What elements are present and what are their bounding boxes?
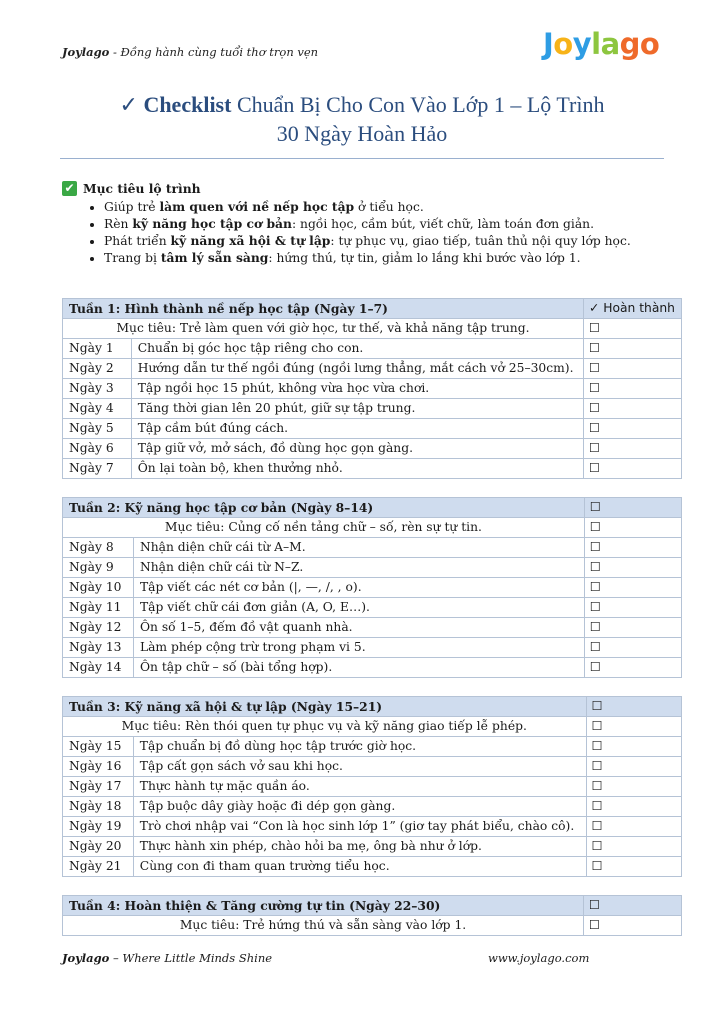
checkbox[interactable]: ☐ — [586, 777, 681, 797]
week-goal: Mục tiêu: Củng cố nền tảng chữ – số, rèn sự tự tin. — [63, 518, 585, 538]
table-row — [63, 837, 682, 857]
logo-letter: y — [572, 27, 592, 61]
week-goal: Mục tiêu: Trẻ làm quen với giờ học, tư thế, và khả năng tập trung. — [63, 319, 584, 339]
table-row — [63, 339, 682, 359]
title-divider — [60, 158, 664, 159]
day-label: Ngày 3 — [63, 379, 132, 399]
footer-url[interactable]: www.joylago.com — [488, 951, 590, 965]
checkbox[interactable]: ☐ — [586, 757, 681, 777]
week-header-row — [63, 697, 682, 717]
checkbox[interactable]: ☐ — [583, 319, 681, 339]
week-goal: Mục tiêu: Trẻ hứng thú và sẵn sàng vào lớp 1. — [63, 916, 584, 936]
checkbox[interactable]: ☐ — [584, 916, 682, 936]
checkbox[interactable]: ☐ — [583, 439, 681, 459]
header-tagline — [62, 45, 318, 59]
day-label: Ngày 16 — [63, 757, 134, 777]
checkbox[interactable]: ☐ — [584, 896, 682, 916]
goals-heading — [62, 178, 662, 198]
table-row — [63, 379, 682, 399]
header-brand: Joylago — [62, 45, 110, 59]
checkbox[interactable]: ☐ — [584, 578, 681, 598]
table-row — [63, 538, 682, 558]
table-row — [63, 658, 682, 678]
completed-header: ✓ Hoàn thành — [583, 299, 681, 319]
week-header-row — [63, 498, 682, 518]
table-row — [63, 598, 682, 618]
day-label: Ngày 18 — [63, 797, 134, 817]
day-task: Tập viết các nét cơ bản (|, —, /, , o). — [133, 578, 584, 598]
week-title: Tuần 2: Kỹ năng học tập cơ bản (Ngày 8–14) — [63, 498, 585, 518]
goal-item: • Rèn kỹ năng học tập cơ bản: ngồi học, cầm bút, viết chữ, làm toán đơn giản. — [104, 215, 662, 232]
checkbox[interactable]: ☐ — [584, 538, 681, 558]
week-4-table — [62, 895, 682, 936]
checkbox[interactable]: ☐ — [583, 359, 681, 379]
week-1-table — [62, 298, 682, 479]
day-label: Ngày 7 — [63, 459, 132, 479]
day-task: Tập giữ vở, mở sách, đồ dùng học gọn gàng. — [131, 439, 583, 459]
week-title: Tuần 3: Kỹ năng xã hội & tự lập (Ngày 15–21) — [63, 697, 587, 717]
day-task: Hướng dẫn tư thế ngồi đúng (ngồi lưng thẳng, mắt cách vở 25–30cm). — [131, 359, 583, 379]
footer-tagline-text: – Where Little Minds Shine — [109, 951, 273, 965]
goals-heading-text: Mục tiêu lộ trình — [83, 180, 201, 196]
day-label: Ngày 2 — [63, 359, 132, 379]
checkbox[interactable]: ☐ — [586, 737, 681, 757]
week-title: Tuần 4: Hoàn thiện & Tăng cường tự tin (Ngày 22–30) — [63, 896, 584, 916]
table-row — [63, 459, 682, 479]
checkbox[interactable]: ☐ — [584, 618, 681, 638]
day-task: Tăng thời gian lên 20 phút, giữ sự tập trung. — [131, 399, 583, 419]
goal-item: • Phát triển kỹ năng xã hội & tự lập: tự phục vụ, giao tiếp, tuân thủ nội quy lớp học. — [104, 232, 662, 249]
table-row — [63, 399, 682, 419]
day-label: Ngày 14 — [63, 658, 134, 678]
table-row — [63, 757, 682, 777]
day-task: Tập viết chữ cái đơn giản (A, O, E…). — [133, 598, 584, 618]
table-row — [63, 737, 682, 757]
logo-letter: o — [553, 27, 573, 61]
page-title — [60, 90, 664, 148]
title-line2: 30 Ngày Hoàn Hảo — [276, 121, 448, 146]
checkbox[interactable]: ☐ — [583, 379, 681, 399]
checkbox[interactable]: ☐ — [586, 797, 681, 817]
day-label: Ngày 10 — [63, 578, 134, 598]
day-task: Tập chuẩn bị đồ dùng học tập trước giờ học. — [133, 737, 586, 757]
checkbox[interactable]: ☐ — [584, 658, 681, 678]
day-task: Chuẩn bị góc học tập riêng cho con. — [131, 339, 583, 359]
day-task: Nhận diện chữ cái từ A–M. — [133, 538, 584, 558]
day-task: Tập ngồi học 15 phút, không vừa học vừa chơi. — [131, 379, 583, 399]
table-row — [63, 857, 682, 877]
week-2-table — [62, 497, 682, 678]
day-label: Ngày 1 — [63, 339, 132, 359]
checkbox[interactable]: ☐ — [584, 558, 681, 578]
day-label: Ngày 12 — [63, 618, 134, 638]
checkbox[interactable]: ☐ — [583, 339, 681, 359]
checkbox[interactable]: ☐ — [584, 518, 681, 538]
day-label: Ngày 6 — [63, 439, 132, 459]
checkbox[interactable]: ☐ — [586, 817, 681, 837]
day-task: Thực hành xin phép, chào hỏi ba mẹ, ông bà như ở lớp. — [133, 837, 586, 857]
joylago-logo — [543, 26, 668, 62]
day-label: Ngày 21 — [63, 857, 134, 877]
day-task: Ôn tập chữ – số (bài tổng hợp). — [133, 658, 584, 678]
checkbox[interactable]: ☐ — [583, 399, 681, 419]
table-row — [63, 359, 682, 379]
day-label: Ngày 20 — [63, 837, 134, 857]
table-row — [63, 638, 682, 658]
checkbox[interactable]: ☐ — [586, 837, 681, 857]
table-row — [63, 578, 682, 598]
table-row — [63, 439, 682, 459]
title-line1: Chuẩn Bị Cho Con Vào Lớp 1 – Lộ Trình — [231, 92, 605, 117]
week-header-row — [63, 896, 682, 916]
logo-letter: J — [543, 27, 554, 61]
footer-tagline — [62, 951, 272, 965]
day-task: Làm phép cộng trừ trong phạm vi 5. — [133, 638, 584, 658]
table-row — [63, 777, 682, 797]
title-check-icon: ✓ — [119, 92, 144, 117]
goals-list — [62, 198, 662, 266]
day-task: Ôn lại toàn bộ, khen thưởng nhỏ. — [131, 459, 583, 479]
day-task: Nhận diện chữ cái từ N–Z. — [133, 558, 584, 578]
week-title: Tuần 1: Hình thành nề nếp học tập (Ngày 1–7) — [63, 299, 584, 319]
header-tagline-text: - Đồng hành cùng tuổi thơ trọn vẹn — [109, 45, 319, 59]
check-mark-icon: ✔ — [62, 181, 77, 196]
table-row — [63, 618, 682, 638]
checkbox[interactable]: ☐ — [584, 498, 681, 518]
week-goal-row — [63, 319, 682, 339]
checkbox[interactable]: ☐ — [586, 697, 681, 717]
day-label: Ngày 8 — [63, 538, 134, 558]
day-label: Ngày 11 — [63, 598, 134, 618]
title-bold: Checklist — [143, 92, 232, 117]
checkbox[interactable]: ☐ — [584, 638, 681, 658]
day-task: Thực hành tự mặc quần áo. — [133, 777, 586, 797]
footer-brand: Joylago — [62, 951, 110, 965]
day-label: Ngày 9 — [63, 558, 134, 578]
logo-letter: la — [591, 27, 620, 61]
week-goal-row — [63, 518, 682, 538]
checkbox[interactable]: ☐ — [586, 717, 681, 737]
day-label: Ngày 15 — [63, 737, 134, 757]
day-task: Tập buộc dây giày hoặc đi dép gọn gàng. — [133, 797, 586, 817]
checkbox[interactable]: ☐ — [586, 857, 681, 877]
goal-item: • Trang bị tâm lý sẵn sàng: hứng thú, tự tin, giảm lo lắng khi bước vào lớp 1. — [104, 249, 662, 266]
day-label: Ngày 13 — [63, 638, 134, 658]
day-task: Trò chơi nhập vai “Con là học sinh lớp 1” (giơ tay phát biểu, chào cô). — [133, 817, 586, 837]
week-goal: Mục tiêu: Rèn thói quen tự phục vụ và kỹ năng giao tiếp lễ phép. — [63, 717, 587, 737]
checkbox[interactable]: ☐ — [584, 598, 681, 618]
table-row — [63, 419, 682, 439]
week-goal-row — [63, 717, 682, 737]
day-task: Tập cầm bút đúng cách. — [131, 419, 583, 439]
logo-letter: go — [619, 27, 660, 61]
table-row — [63, 817, 682, 837]
day-task: Tập cất gọn sách vở sau khi học. — [133, 757, 586, 777]
checkbox[interactable]: ☐ — [583, 419, 681, 439]
goals-section — [62, 178, 662, 266]
day-task: Ôn số 1–5, đếm đồ vật quanh nhà. — [133, 618, 584, 638]
day-label: Ngày 19 — [63, 817, 134, 837]
week-header-row — [63, 299, 682, 319]
day-label: Ngày 5 — [63, 419, 132, 439]
table-row — [63, 797, 682, 817]
week-goal-row — [63, 916, 682, 936]
day-task: Cùng con đi tham quan trường tiểu học. — [133, 857, 586, 877]
table-row — [63, 558, 682, 578]
day-label: Ngày 17 — [63, 777, 134, 797]
checkbox[interactable]: ☐ — [583, 459, 681, 479]
day-label: Ngày 4 — [63, 399, 132, 419]
goal-item: • Giúp trẻ làm quen với nề nếp học tập ở tiểu học. — [104, 198, 662, 215]
week-3-table — [62, 696, 682, 877]
